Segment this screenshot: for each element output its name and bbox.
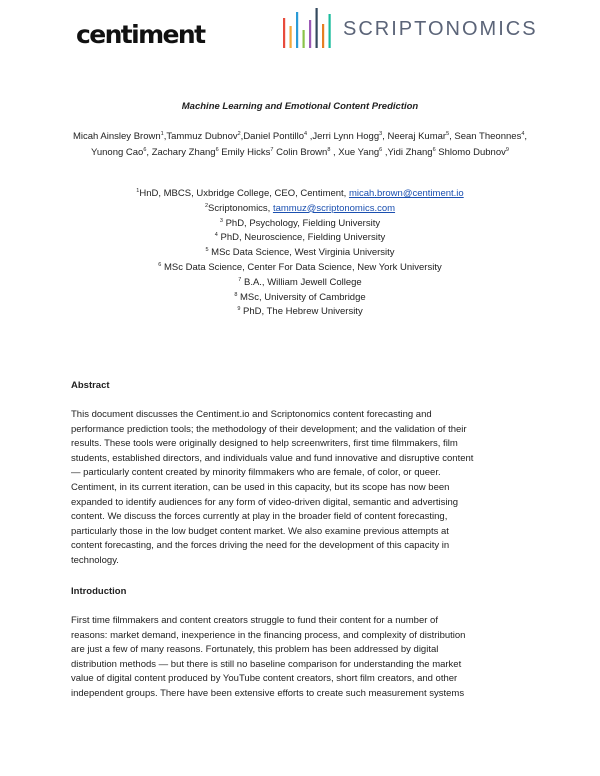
author-affiliation-mark: 9 [505, 146, 509, 153]
affiliation-text: PhD, The Hebrew University [240, 306, 363, 318]
author-affiliation-mark: 7 [270, 146, 274, 153]
affiliation-email-link[interactable]: micah.brown@centiment.io [348, 188, 464, 199]
abstract-line: technology. [71, 554, 119, 566]
mark-bar [290, 26, 292, 48]
paper-title: Machine Learning and Emotional Content Prediction [181, 101, 419, 112]
mark-bar [322, 24, 324, 48]
affiliation-text: HnD, MBCS, Uxbridge College, CEO, Centiment, [139, 188, 349, 199]
affiliation-mark: 8 [234, 291, 238, 298]
affiliation-line [60, 202, 540, 217]
centiment-logo: centiment [76, 20, 205, 49]
affiliation-mark: 7 [238, 276, 242, 283]
affiliation-text: Scriptonomics, [208, 202, 273, 214]
affiliation-mark: 4 [214, 232, 218, 239]
author-affiliation-mark: 6 [215, 146, 219, 153]
scriptonomics-mark-icon [280, 6, 338, 50]
introduction-line: distribution methods — but there is still no baseline comparison for understanding the market [71, 658, 462, 670]
author-affiliation-mark: 6 [143, 146, 147, 153]
author-name: Emily Hicks [221, 147, 271, 158]
affiliation-line [60, 217, 540, 232]
abstract-heading: Abstract [71, 380, 110, 391]
introduction-line: First time filmmakers and content creators struggle to fund their content for a number of [71, 615, 438, 626]
affiliation-email-link[interactable]: tammuz@scriptonomics.com [272, 202, 396, 214]
author-name: Zachary Zhang [151, 147, 216, 158]
mark-bar [296, 12, 298, 48]
affiliation-line [60, 246, 540, 261]
affiliation-line [60, 305, 540, 320]
introduction-line: value of digital content produced by YouTube content creators, short film creators, and other [71, 673, 458, 685]
author-name: Yunong Cao [91, 147, 144, 158]
affiliation-line [60, 276, 540, 291]
abstract-line: — particularly content created by minority filmmakers who are female, of color, or queer. [71, 467, 441, 479]
author-name: Xue Yang [338, 147, 380, 158]
scriptonomics-wordmark: SCRIPTONOMICS [343, 18, 538, 40]
mark-bar [303, 30, 305, 48]
mark-bar [316, 8, 318, 48]
abstract-line: content forecasting, and the forces driving the need for the development of this capacity in [71, 540, 450, 552]
author-affiliation-mark: 5 [446, 130, 450, 137]
mark-bar [309, 20, 311, 48]
author-name: Jerri Lynn Hogg [312, 131, 380, 142]
author-affiliation-mark: 6 [432, 146, 436, 153]
abstract-line: expanded to identify audiences for any form of video-driven digital, semantic and advertising [71, 496, 459, 508]
introduction-line: reasons: market demand, inexperience in the financing process, and complexity of distribution [71, 629, 466, 641]
abstract-body [71, 408, 531, 569]
author-affiliation-mark: 2 [237, 130, 241, 137]
affiliation-mark: 1 [136, 187, 140, 194]
affiliation-text: MSc, University of Cambridge [237, 291, 366, 303]
introduction-heading: Introduction [71, 586, 127, 597]
affiliation-text: MSc Data Science, Center For Data Science, New York University [161, 261, 442, 273]
affiliation-line [60, 291, 540, 306]
abstract-line: students, established directors, and individuals value and fund innovative and disruptive content [71, 452, 474, 464]
author-name: Tammuz Dubnov [166, 131, 238, 142]
affiliation-mark: 6 [158, 261, 162, 268]
abstract-line: performance prediction tools; the methodology of their development; and the validation of their [71, 423, 467, 435]
abstract-line: Centiment, in its current iteration, can be used in this capacity, but its scope has now been [71, 481, 450, 493]
author-affiliation-mark: 1 [160, 130, 164, 137]
author-list: Micah Ainsley Brown$^1$,Tammuz Dubnov$^2$,Daniel Pontillo$^4$ ,Jerri Lynn Hogg$^3$, Neeraj Kumar$^5$, Sean Theonnes$^4$, Yunong Cao$^6$, Zachary Zhang$^6$ Emily Hicks$^7$ Colin Brown$^8$ , Xue Yang$^6$ ,Yidi Zhang$^6$ Shlomo Dubnov$^9$ [72, 130, 528, 158]
affiliation-mark: 2 [204, 202, 209, 209]
author-affiliation-mark: 4 [521, 130, 525, 137]
author-affiliation-mark: 4 [304, 130, 308, 137]
affiliation-line [60, 187, 540, 202]
introduction-line: are just a few of many reasons. Fortunately, this problem has been addressed by digital [71, 644, 439, 656]
affiliation-line [60, 231, 540, 246]
affiliation-text: MSc Data Science, West Virginia University [208, 247, 395, 259]
author-name: Yidi Zhang [387, 147, 433, 158]
affiliation-text: B.A., William Jewell College [241, 276, 362, 288]
author-name: Neeraj Kumar [387, 131, 447, 142]
author-affiliation-mark: 3 [379, 130, 383, 137]
affiliation-list [60, 187, 540, 320]
author-affiliation-mark: 6 [379, 146, 383, 153]
author-affiliation-mark: 8 [327, 146, 331, 153]
author-name: Daniel Pontillo [243, 131, 305, 142]
affiliation-line [60, 261, 540, 276]
author-name: Sean Theonnes [454, 131, 522, 142]
affiliation-mark: 9 [237, 306, 241, 313]
mark-bar [283, 18, 285, 48]
abstract-line: particularly those in the low budget content market. We also examine previous attempts at [71, 525, 449, 537]
author-name: Colin Brown [276, 147, 328, 158]
affiliation-text: PhD, Psychology, Fielding University [222, 217, 381, 229]
abstract-line: This document discusses the Centiment.io and Scriptonomics content forecasting and [71, 409, 432, 420]
introduction-body [71, 614, 531, 702]
affiliation-mark: 3 [219, 217, 223, 224]
affiliation-text: PhD, Neuroscience, Fielding University [217, 232, 386, 244]
mark-bar [329, 14, 331, 48]
author-name: Shlomo Dubnov [438, 147, 506, 158]
introduction-line: independent groups. There have been extensive efforts to create such measurement systems [71, 687, 465, 699]
abstract-line: content. We discuss the forces currently at play in the broader field of content forecasting, [71, 511, 448, 523]
author-name: Micah Ainsley Brown [72, 131, 161, 142]
affiliation-mark: 5 [205, 247, 209, 254]
abstract-line: results. These tools were originally designed to help screenwriters, first time filmmakers, film [71, 438, 458, 450]
